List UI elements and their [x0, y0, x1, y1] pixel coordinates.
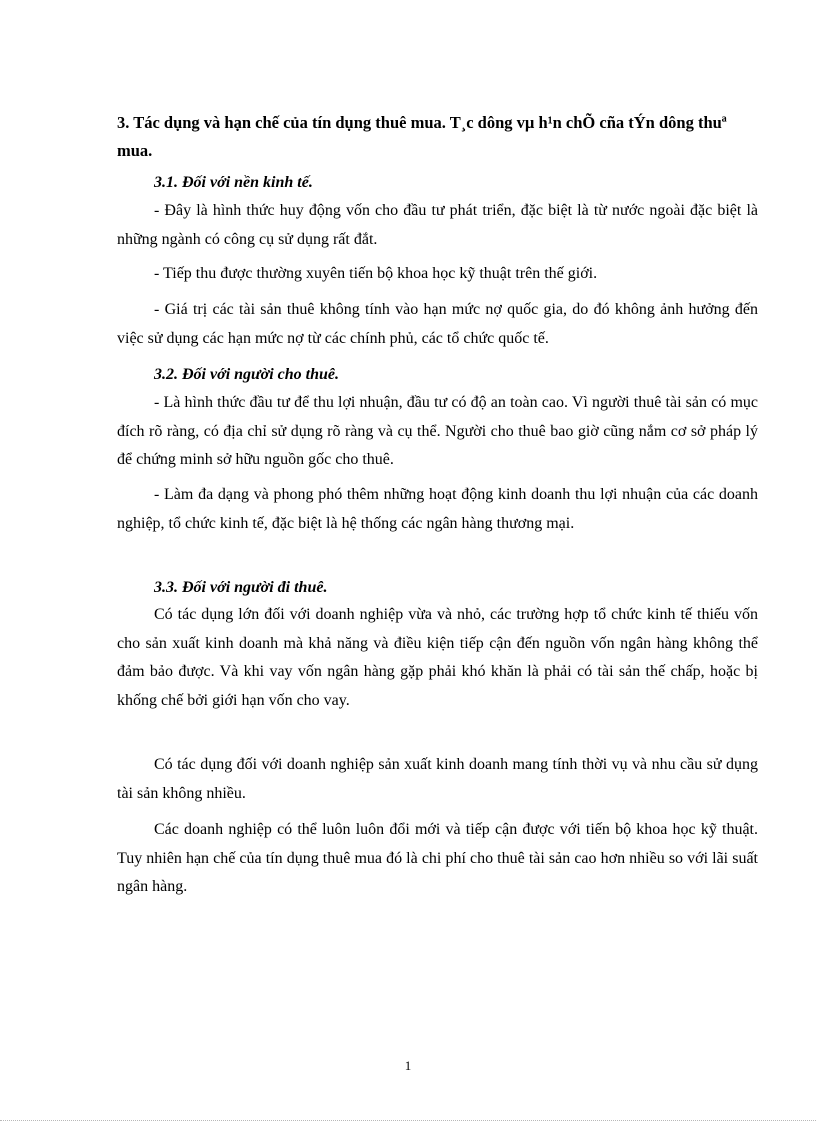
page-number: 1 — [404, 1058, 412, 1073]
paragraph: - Giá trị các tài sản thuê không tính vào hạn mức nợ quốc gia, do đó không ảnh hưởng đến việc sử dụng các hạn mức nợ từ các chính phủ, các tổ chức quốc tế. — [117, 301, 758, 347]
paragraph: - Làm đa dạng và phong phó thêm những hoạt động kinh doanh thu lợi nhuận của các doanh nghiệp, tổ chức kinh tế, đặc biệt là hệ thống các ngân hàng thương mại. — [117, 486, 758, 532]
section-heading — [117, 109, 757, 165]
paragraph: - Đây là hình thức huy động vốn cho đầu tư phát triển, đặc biệt là từ nước ngoài đặc biệt là những ngành có công cụ sử dụng rất đắt. — [117, 202, 758, 248]
section-number: 3. — [117, 113, 130, 132]
paragraph: Các doanh nghiệp có thể luôn luôn đổi mới và tiếp cận được với tiến bộ khoa học kỹ thuật. Tuy nhiên hạn chế của tín dụng thuê mua đó là chi phí cho thuê tài sản cao hơn nhiều so với lãi suất ngân hàng. — [117, 821, 758, 895]
page-bottom-divider — [0, 1120, 816, 1121]
subsection-heading-3-2: 3.2. Đối với người cho thuê. — [154, 366, 339, 383]
paragraph: Có tác dụng đối với doanh nghiệp sản xuất kinh doanh mang tính thời vụ và nhu cầu sử dụng tài sản không nhiều. — [117, 756, 758, 802]
subsection-heading-3-3: 3.3. Đối với người đi thuê. — [154, 579, 328, 596]
paragraph: Có tác dụng lớn đối với doanh nghiệp vừa và nhỏ, các trường hợp tổ chức kinh tế thiếu vốn cho sản xuất kinh doanh mà khả năng và điều kiện tiếp cận đến nguồn vốn ngân hàng không thể đảm bảo được. Và khi vay vốn ngân hàng gặp phải khó khăn là phải có tài sản thế chấp, hoặc bị khống chế bởi giới hạn vốn cho vay. — [117, 606, 758, 709]
paragraph: - Tiếp thu được thường xuyên tiến bộ khoa học kỹ thuật trên thế giới. — [154, 265, 598, 282]
section-title-garbled: T¸c dông vµ h¹n chÕ cña tÝn dông thuª mua. — [117, 113, 727, 160]
section-title: Tác dụng và hạn chế của tín dụng thuê mua. — [133, 113, 446, 132]
paragraph: - Là hình thức đầu tư để thu lợi nhuận, đầu tư có độ an toàn cao. Vì người thuê tài sản có mục đích rõ ràng, có địa chỉ sử dụng rõ ràng và cụ thể. Người cho thuê bao giờ cũng nắm cơ sở pháp lý để chứng minh sở hữu nguồn gốc cho thuê. — [117, 394, 758, 468]
subsection-heading-3-1: 3.1. Đối với nền kinh tế. — [154, 174, 313, 191]
